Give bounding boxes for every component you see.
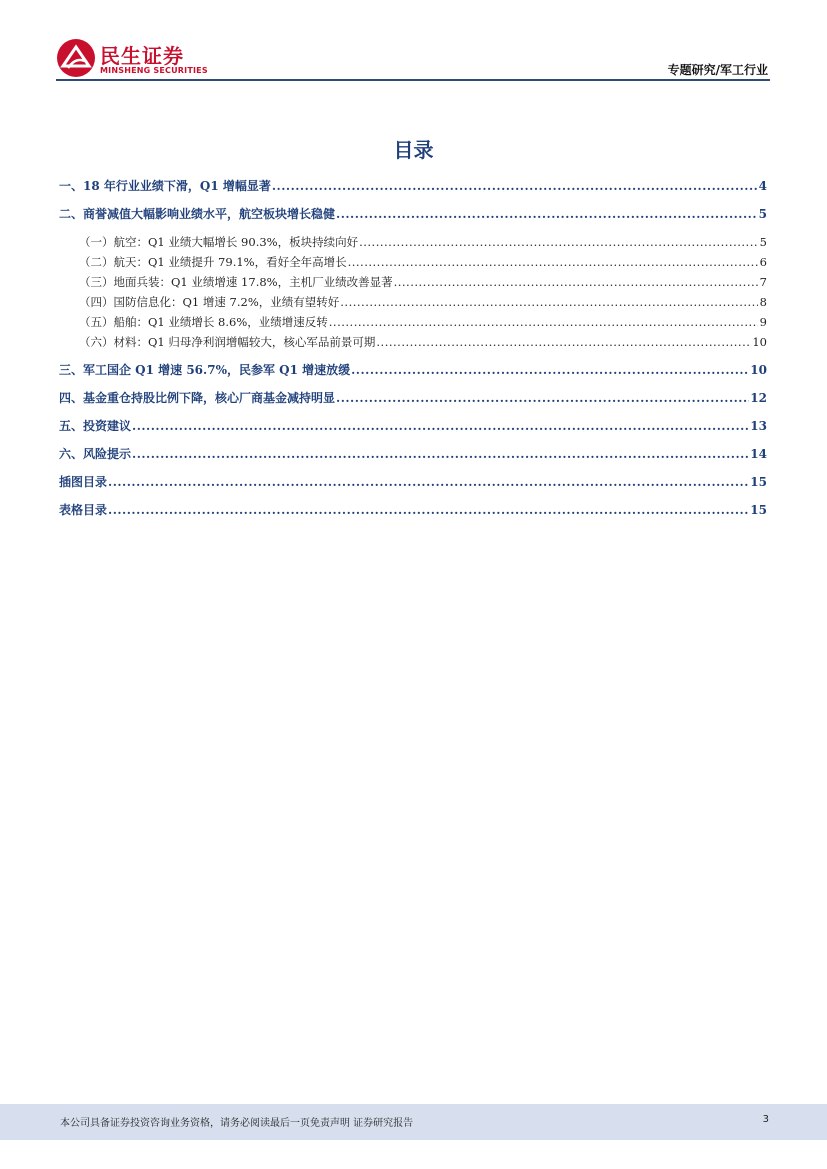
toc-entry[interactable] <box>59 444 767 464</box>
toc-leader-dots <box>108 500 749 520</box>
toc-leader-dots <box>359 232 758 252</box>
page-number: 3 <box>762 1114 769 1125</box>
toc-entry-page: 9 <box>759 315 767 329</box>
toc-entry-title: 插图目录 <box>59 475 108 489</box>
toc-leader-dots <box>336 204 758 224</box>
toc-leader-dots <box>336 388 749 408</box>
toc-entry-title: 四、基金重仓持股比例下降，核心厂商基金减持明显 <box>59 391 336 405</box>
toc-entry-page: 10 <box>750 363 767 377</box>
toc-leader-dots <box>108 472 749 492</box>
toc-entry-title: （二）航天：Q1 业绩提升 79.1%，看好全年高增长 <box>79 255 347 269</box>
toc-entry-page: 7 <box>759 275 767 289</box>
footer-disclaimer: 本公司具备证券投资咨询业务资格，请务必阅读最后一页免责声明 证券研究报告 <box>60 1118 414 1129</box>
toc-entry[interactable] <box>59 204 767 224</box>
toc-entry-title: （六）材料：Q1 归母净利润增幅较大，核心军品前景可期 <box>79 335 376 349</box>
toc-leader-dots <box>376 332 751 352</box>
toc-entry-page: 8 <box>759 295 767 309</box>
toc-entry-title: （四）国防信息化：Q1 增速 7.2%，业绩有望转好 <box>79 295 340 309</box>
toc-entry[interactable] <box>79 272 767 292</box>
toc-leader-dots <box>272 176 758 196</box>
toc-entry-page: 15 <box>750 475 767 489</box>
toc-entry[interactable] <box>59 500 767 520</box>
toc-entry-page: 10 <box>752 335 767 349</box>
toc-entry[interactable] <box>59 360 767 380</box>
toc-entry[interactable] <box>59 388 767 408</box>
toc-leader-dots <box>351 360 749 380</box>
toc-entry-page: 4 <box>758 179 767 193</box>
toc-leader-dots <box>329 312 758 332</box>
toc-entry-title: 六、风险提示 <box>59 447 132 461</box>
toc-entry-title: 表格目录 <box>59 503 108 517</box>
logo-chinese-name: 民生证券 <box>100 44 184 68</box>
report-category: 专题研究/军工行业 <box>667 63 768 77</box>
toc-leader-dots <box>394 272 758 292</box>
toc-entry-title: 三、军工国企 Q1 增速 56.7%，民参军 Q1 增速放缓 <box>59 363 351 377</box>
toc-entry-page: 6 <box>759 255 767 269</box>
toc-leader-dots <box>132 416 749 436</box>
toc-leader-dots <box>340 292 758 312</box>
toc-entry-title: 二、商誉减值大幅影响业绩水平，航空板块增长稳健 <box>59 207 336 221</box>
toc-entry-title: 一、18 年行业业绩下滑，Q1 增幅显著 <box>59 179 271 193</box>
toc-entry[interactable] <box>79 332 767 352</box>
toc-entry-page: 5 <box>759 235 767 249</box>
toc-entry-page: 14 <box>750 447 767 461</box>
toc-entry-page: 15 <box>750 503 767 517</box>
toc-entry[interactable] <box>79 232 767 252</box>
toc-entry[interactable] <box>79 292 767 312</box>
toc-entry-title: （三）地面兵装：Q1 业绩增速 17.8%，主机厂业绩改善显著 <box>79 275 393 289</box>
page-footer <box>0 1104 827 1140</box>
page-header <box>56 34 770 84</box>
toc-entry[interactable] <box>79 312 767 332</box>
logo-english-name: MINSHENG SECURITIES <box>100 66 208 75</box>
toc-entry-page: 5 <box>758 207 767 221</box>
toc-entry-page: 13 <box>750 419 767 433</box>
toc-leader-dots <box>348 252 758 272</box>
toc-entry-title: 五、投资建议 <box>59 419 132 433</box>
toc-entry[interactable] <box>59 472 767 492</box>
toc-entry-title: （一）航空：Q1 业绩大幅增长 90.3%，板块持续向好 <box>79 235 359 249</box>
toc-leader-dots <box>132 444 749 464</box>
toc-entry-page: 12 <box>750 391 767 405</box>
toc-entry[interactable] <box>59 176 767 196</box>
toc-entry-title: （五）船舶：Q1 业绩增长 8.6%，业绩增速反转 <box>79 315 328 329</box>
toc-entry[interactable] <box>79 252 767 272</box>
header-divider <box>56 79 770 81</box>
toc-title: 目录 <box>393 138 434 162</box>
minsheng-logo-icon <box>56 38 96 78</box>
toc-entry[interactable] <box>59 416 767 436</box>
